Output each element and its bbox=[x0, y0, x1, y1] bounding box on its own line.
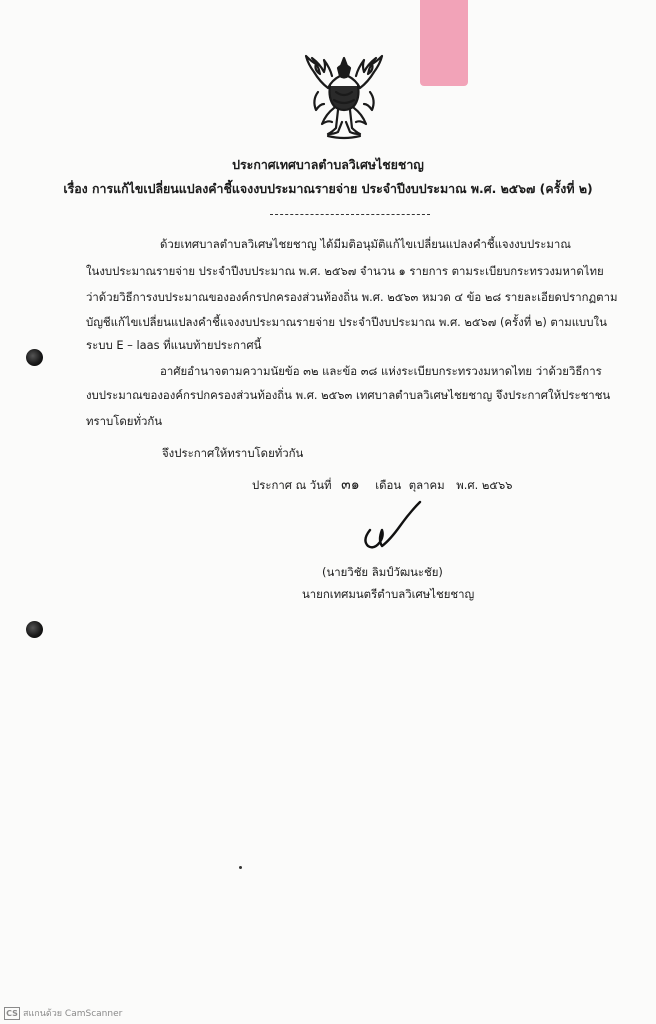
date-day: ๓๑ bbox=[341, 477, 360, 493]
paragraph2-line2: งบประมาณขององค์กรปกครองส่วนท้องถิ่น พ.ศ. ๒๕๖๓ เทศบาลตำบลวิเศษไชยชาญ จึงประกาศให้ประชาชน bbox=[86, 388, 611, 402]
paragraph2-line3: ทราบโดยทั่วกัน bbox=[86, 414, 163, 428]
divider-rule bbox=[270, 214, 430, 215]
signature-mark bbox=[356, 496, 426, 556]
announcement-title: ประกาศเทศบาลตำบลวิเศษไชยชาญ bbox=[232, 157, 424, 172]
signatory-name: (นายวิชัย ลิมป์วัฒนะชัย) bbox=[322, 565, 443, 579]
punch-hole-lower bbox=[26, 621, 43, 638]
watermark-text: สแกนด้วย CamScanner bbox=[23, 1009, 123, 1019]
camscanner-watermark bbox=[4, 1006, 122, 1020]
date-line bbox=[252, 478, 513, 492]
garuda-emblem-icon bbox=[298, 52, 390, 144]
paragraph1-line5: ระบบ E – laas ที่แนบท้ายประกาศนี้ bbox=[86, 338, 262, 352]
date-month-label: เดือน bbox=[375, 478, 402, 492]
camscanner-logo-icon: CS bbox=[4, 1007, 20, 1020]
paragraph1-line3: ว่าด้วยวิธีการงบประมาณขององค์กรปกครองส่วนท้องถิ่น พ.ศ. ๒๕๖๓ หมวด ๔ ข้อ ๒๘ รายละเอียดปรากฏตาม bbox=[86, 290, 618, 304]
closing-line: จึงประกาศให้ทราบโดยทั่วกัน bbox=[162, 446, 304, 460]
date-year: พ.ศ. ๒๕๖๖ bbox=[456, 478, 513, 492]
pink-sticky-tab bbox=[420, 0, 468, 86]
scan-speck bbox=[239, 866, 242, 869]
date-month: ตุลาคม bbox=[408, 478, 445, 492]
paragraph1-line4: บัญชีแก้ไขเปลี่ยนแปลงคำชี้แจงงบประมาณรายจ่าย ประจำปีงบประมาณ พ.ศ. ๒๕๖๗ (ครั้งที่ ๒) ตามแบบใน bbox=[86, 315, 607, 329]
paragraph1-line2: ในงบประมาณรายจ่าย ประจำปีงบประมาณ พ.ศ. ๒๕๖๗ จำนวน ๑ รายการ ตามระเบียบกระทรวงมหาดไทย bbox=[86, 264, 604, 278]
announcement-subject: เรื่อง การแก้ไขเปลี่ยนแปลงคำชี้แจงงบประมาณรายจ่าย ประจำปีงบประมาณ พ.ศ. ๒๕๖๗ (ครั้งที่ ๒) bbox=[63, 181, 593, 196]
signatory-position: นายกเทศมนตรีตำบลวิเศษไชยชาญ bbox=[302, 587, 475, 601]
date-prefix: ประกาศ ณ วันที่ bbox=[252, 478, 332, 492]
paragraph2-line1: อาศัยอำนาจตามความนัยข้อ ๓๒ และข้อ ๓๘ แห่งระเบียบกระทรวงมหาดไทย ว่าด้วยวิธีการ bbox=[160, 364, 602, 378]
paragraph1-line1: ด้วยเทศบาลตำบลวิเศษไชยชาญ ได้มีมติอนุมัติแก้ไขเปลี่ยนแปลงคำชี้แจงงบประมาณ bbox=[160, 237, 571, 251]
punch-hole-upper bbox=[26, 349, 43, 366]
